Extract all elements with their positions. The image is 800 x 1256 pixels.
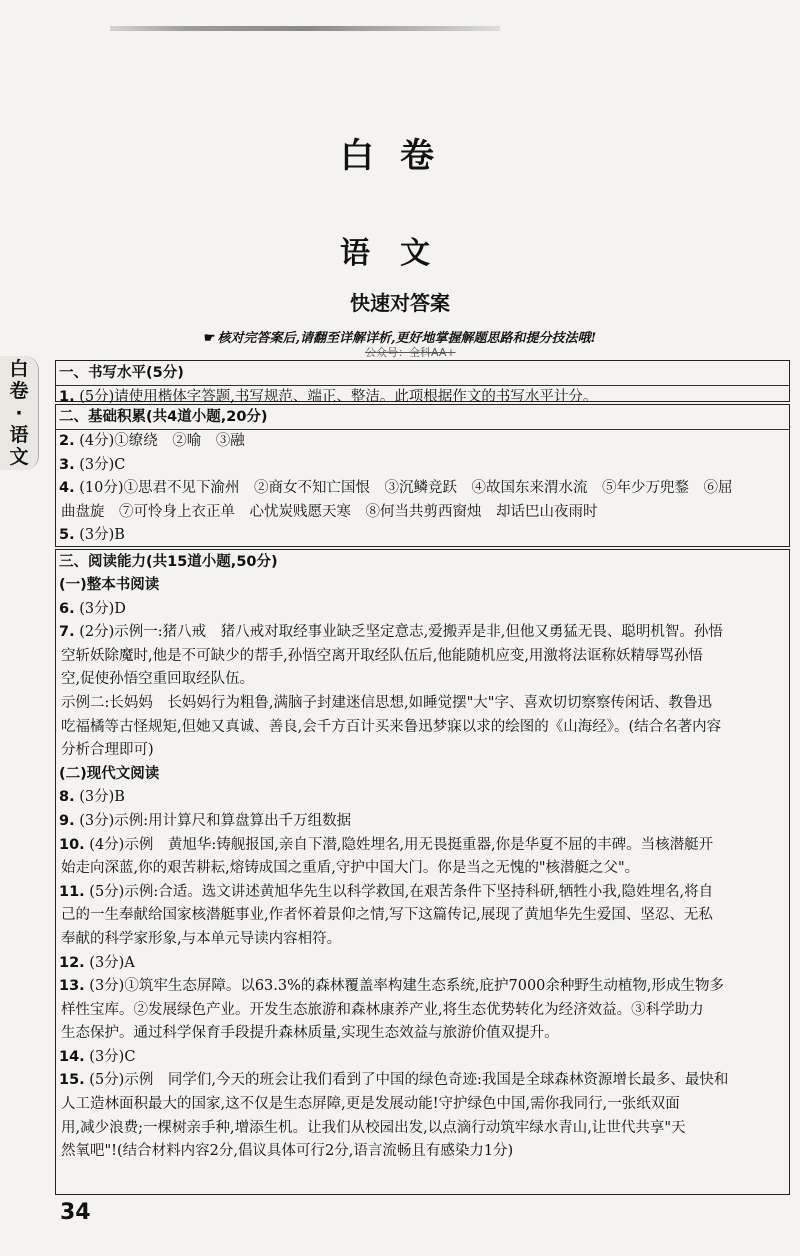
answer-13-cont: 样性宝库。②发展绿色产业。开发生态旅游和森林康养产业,将生态优势转化为经济效益。③科学助力 <box>61 1001 704 1018</box>
side-tab-char: 白 <box>9 358 29 380</box>
scan-top-edge <box>110 26 500 31</box>
question-number: 2. <box>59 433 75 449</box>
answer-7-cont: 空,促使孙悟空重回取经队伍。 <box>61 671 255 688</box>
answer-text: (4分)①缭绕 ②喻 ③融 <box>79 433 245 449</box>
side-tab-char: 卷 <box>9 380 29 402</box>
answer-4-cont: 曲盘旋 ⑦可怜身上衣正单 心忧炭贱愿天寒 ⑧何当共剪西窗烛 却话巴山夜雨时 <box>61 503 598 520</box>
question-number: 13. <box>59 978 85 995</box>
answer-text: (5分)示例:合适。选文讲述黄旭华先生以科学救国,在艰苦条件下坚持科研,牺牲小我,隐姓埋名,将自 <box>89 883 714 900</box>
answer-11 <box>56 881 789 905</box>
answer-text: (2分)示例一:猪八戒 猪八戒对取经事业缺乏坚定意志,爱搬弄是非,但他又勇猛无畏、聪明机智。孙悟 <box>79 624 723 641</box>
page-title: 白卷 <box>340 136 460 176</box>
side-tab <box>0 356 39 470</box>
question-number: 6. <box>59 600 75 617</box>
section-title: 快速对答案 <box>350 291 450 315</box>
answer-7-cont: 吃福橘等古怪规矩,但她又真诚、善良,会千方百计买来鲁迅梦寐以求的绘图的《山海经》。(结合名著内容 <box>61 718 722 735</box>
side-tab-char: 语 <box>9 424 29 446</box>
side-tab-char: · <box>15 402 23 424</box>
answer-10-cont: 始走向深蓝,你的艰苦耕耘,熔铸成国之重盾,守护中国大门。你是当之无愧的"核潜艇之父"。 <box>61 860 640 877</box>
answer-2 <box>56 430 789 454</box>
question-number: 12. <box>59 954 85 971</box>
question-number: 5. <box>59 527 75 544</box>
answer-3 <box>56 454 789 478</box>
answer-7-cont: 示例二:长妈妈 长妈妈行为粗鲁,满脑子封建迷信思想,如睡觉摆"大"字、喜欢切切察察传闲话、教鲁迅 <box>61 694 712 711</box>
section-writing <box>55 360 790 405</box>
question-number: 9. <box>59 812 75 829</box>
answer-15 <box>56 1069 789 1093</box>
answer-text: (3分)D <box>79 600 126 617</box>
tip-text: 核对完答案后,请翻至详解详析,更好地掌握解题思路和提分技法哦! <box>217 331 597 346</box>
question-number: 8. <box>59 789 75 806</box>
answer-text: (3分)B <box>79 527 125 544</box>
answer-text: (3分)A <box>89 954 135 971</box>
answer-7-cont: 空斩妖除魔时,他是不可缺少的帮手,孙悟空离开取经队伍后,他能随机应变,用激将法诓称妖精辱骂孙悟 <box>61 647 703 664</box>
answer-11-cont: 奉献的科学家形象,与本单元导读内容相符。 <box>61 930 342 947</box>
question-number: 3. <box>59 456 75 473</box>
answer-13 <box>56 975 789 999</box>
question-number: 1. <box>59 389 75 405</box>
question-number: 11. <box>59 883 85 900</box>
section-basics <box>55 404 790 547</box>
answer-text: (3分)B <box>79 789 125 806</box>
answer-7-cont: 分析合理即可) <box>61 742 154 759</box>
section-heading: 二、基础积累(共4道小题,20分) <box>56 405 789 430</box>
answer-text: (10分)①思君不见下渝州 ②商女不知亡国恨 ③沉鳞竞跃 ④故国东来渭水流 ⑤年少万兜鍪 ⑥屈 <box>79 480 733 497</box>
answer-4 <box>56 477 789 501</box>
answer-text: (3分)C <box>79 456 126 473</box>
answer-14 <box>56 1046 789 1070</box>
question-number: 10. <box>59 836 85 853</box>
answer-5 <box>56 524 789 548</box>
answer-text: (3分)①筑牢生态屏障。以63.3%的森林覆盖率构建生态系统,庇护7000余种野生动植物,形成生物多 <box>89 978 725 995</box>
answer-9 <box>56 810 789 834</box>
answer-11-cont: 己的一生奉献给国家核潜艇事业,作者怀着景仰之情,写下这篇传记,展现了黄旭华先生爱国、坚忍、无私 <box>61 907 713 924</box>
question-number: 14. <box>59 1048 85 1065</box>
answer-15-cont: 用,减少浪费;一棵树亲手种,增添生机。让我们从校园出发,以点滴行动筑牢绿水青山,让世代共享"天 <box>61 1119 686 1136</box>
question-number: 4. <box>59 480 75 497</box>
answer-8 <box>56 786 789 810</box>
page-number: 34 <box>60 1200 91 1225</box>
section-heading: 一、书写水平(5分) <box>56 361 789 386</box>
watermark: 公众号：全科AA+ <box>365 346 456 359</box>
answer-15-cont: 然氧吧"!(结合材料内容2分,倡议具体可行2分,语言流畅且有感染力1分) <box>61 1143 514 1160</box>
subsection-heading: (二)现代文阅读 <box>59 765 160 782</box>
side-tab-char: 文 <box>9 446 29 468</box>
answer-15-cont: 人工造林面积最大的国家,这不仅是生态屏障,更是发展动能!守护绿色中国,需你我同行,一张纸双面 <box>61 1096 680 1113</box>
answer-text: (5分)请使用楷体字答题,书写规范、端正、整洁。此项根据作文的书写水平计分。 <box>79 389 598 405</box>
answer-7 <box>56 621 789 645</box>
section-heading: 三、阅读能力(共15道小题,50分) <box>59 554 278 570</box>
answer-12 <box>56 952 789 976</box>
answer-text: (4分)示例 黄旭华:铸舰报国,亲自下潜,隐姓埋名,用无畏挺重器,你是华夏不屈的丰碑。当核潜艇开 <box>89 836 714 853</box>
subsection-heading: (一)整本书阅读 <box>59 577 160 593</box>
answer-6 <box>56 598 789 622</box>
section-reading <box>55 549 790 1195</box>
question-number: 15. <box>59 1072 85 1089</box>
answer-text: (5分)示例 同学们,今天的班会让我们看到了中国的绿色奇迹:我国是全球森林资源增长最多、最快和 <box>89 1072 729 1089</box>
subject-title: 语文 <box>340 236 460 271</box>
answer-text: (3分)示例:用计算尺和算盘算出千万组数据 <box>79 812 352 829</box>
answer-13-cont: 生态保护。通过科学保育手段提升森林质量,实现生态效益与旅游价值双提升。 <box>61 1025 559 1042</box>
answer-10 <box>56 834 789 858</box>
answer-text: (3分)C <box>89 1048 136 1065</box>
pointing-hand-icon: ☛ <box>203 331 216 346</box>
question-number: 7. <box>59 624 75 641</box>
